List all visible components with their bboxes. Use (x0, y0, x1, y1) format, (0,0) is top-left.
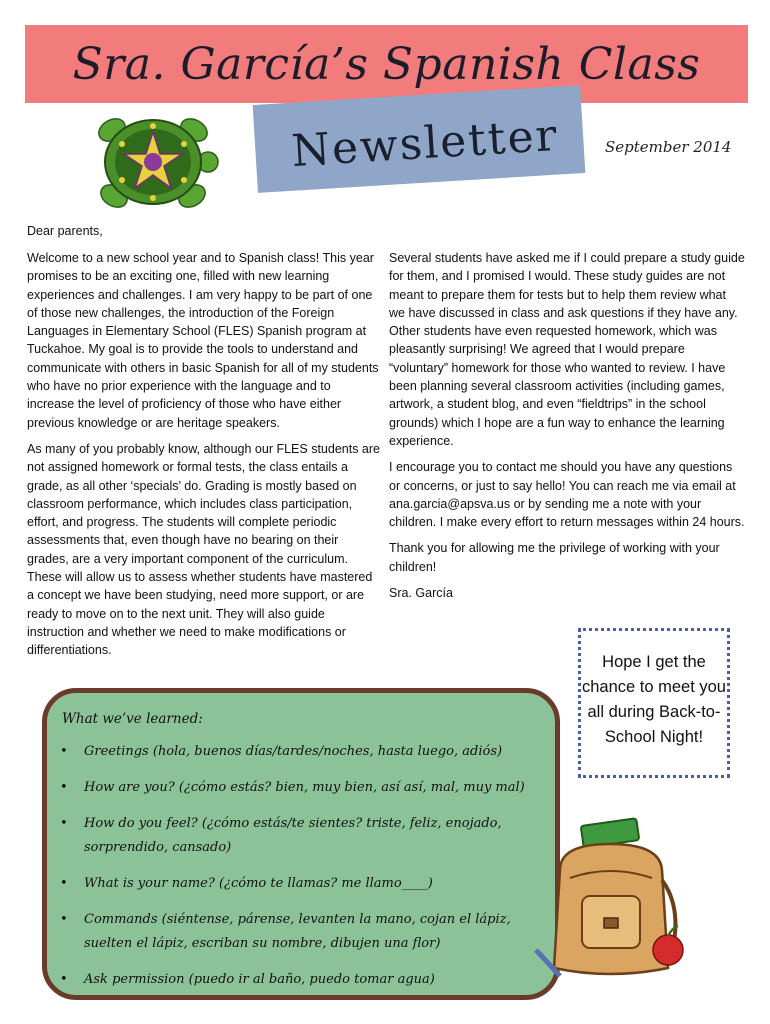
apple-icon (653, 935, 683, 965)
list-item-text: Ask permission (puedo ir al baño, puedo tomar agua) (84, 972, 435, 987)
list-item-text: How do you feel? (¿cómo estás/te sientes? triste, feliz, enojado, sorprendido, cansado) (84, 816, 502, 855)
list-item (60, 812, 540, 860)
list-item (60, 776, 540, 800)
signature: Sra. García (389, 586, 453, 601)
paragraph: As many of you probably know, although our FLES students are not assigned homework or formal tests, the class entails a grade, as all other ‘specials’ do. Grading is mostly based on classroom performance, which includes class participation, effort, and progress. The students will complete periodic assessments that, even though have no bearing on their grades, are a very important component of the curriculum. These will allow us to assess whether students have mastered a concept we have been studying, need more support, or are ready to move on to the next unit. They will also guide instruction and whether we need to make modifications or differentiations. (27, 441, 380, 658)
issue-date: September 2014 (605, 138, 732, 156)
paragraph: Thank you for allowing me the privilege of working with your children! (389, 541, 720, 574)
letter-column-left (27, 249, 381, 668)
title-banner (25, 25, 748, 103)
newsletter-label: Newsletter (290, 109, 560, 178)
bullet-icon: • (60, 780, 68, 795)
list-item-text: How are you? (¿cómo estás? bien, muy bien, así así, mal, muy mal) (84, 780, 525, 795)
paragraph: Welcome to a new school year and to Spanish class! This year promises to be an exciting one, filled with new learning experiences and challenges. I am very happy to be part of one of those new challenges, the introduction of the Foreign Languages in Elementary School (FLES) Spanish program at Tuckahoe. My goal is to provide the tools to understand and communicate with others in basic Spanish for all of my students who have no prior experience with the language and to increase the level of proficiency of those who have either previous knowledge or are heritage speakers. (27, 251, 379, 430)
bullet-icon: • (60, 912, 68, 927)
backpack-icon (530, 800, 690, 990)
bullet-icon: • (60, 972, 68, 987)
list-item (60, 908, 540, 956)
learned-list (60, 740, 540, 1004)
page-title: Sra. García’s Spanish Class (72, 39, 701, 90)
list-item-text: Greetings (hola, buenos días/tardes/noches, hasta luego, adiós) (84, 744, 503, 759)
bullet-icon: • (60, 744, 68, 759)
list-item (60, 872, 540, 896)
bullet-icon: • (60, 816, 68, 831)
buckle-icon (604, 918, 618, 928)
paragraph: Several students have asked me if I could prepare a study guide for them, and I promised I would. These study guides are not meant to prepare them for tests but to help them review what we have discussed in class and ask questions if they have any. Other students have even requested homework, which was pleasantly surprising! We agreed that I would prepare “voluntary” homework for those who wanted to review. I have been planning several classroom activities (including games, artwork, a student blog, and even “fieldtrips” in the school grounds) which I hope are a fun way to enhance the learning experience. (389, 251, 745, 448)
turtle-icon (92, 108, 220, 214)
callout-text: Hope I get the chance to meet you all during Back-to-School Night! (581, 653, 726, 746)
letter-column-right (389, 249, 745, 610)
learned-title: What we’ve learned: (62, 711, 203, 727)
bullet-icon: • (60, 876, 68, 891)
paragraph: I encourage you to contact me should you have any questions or concerns, or just to say hello! You can reach me via email at ana.garcia@apsva.us or by sending me a note with your children. I make every effort to return messages within 24 hours. (389, 460, 745, 530)
list-item-text: What is your name? (¿cómo te llamas? me llamo____) (84, 876, 433, 891)
salutation: Dear parents, (27, 224, 103, 238)
list-item-text: Commands (siéntense, párense, levanten la mano, cojan el lápiz, suelten el lápiz, escriban su nombre, dibujen una flor) (84, 912, 511, 951)
list-item (60, 740, 540, 764)
list-item (60, 968, 540, 992)
